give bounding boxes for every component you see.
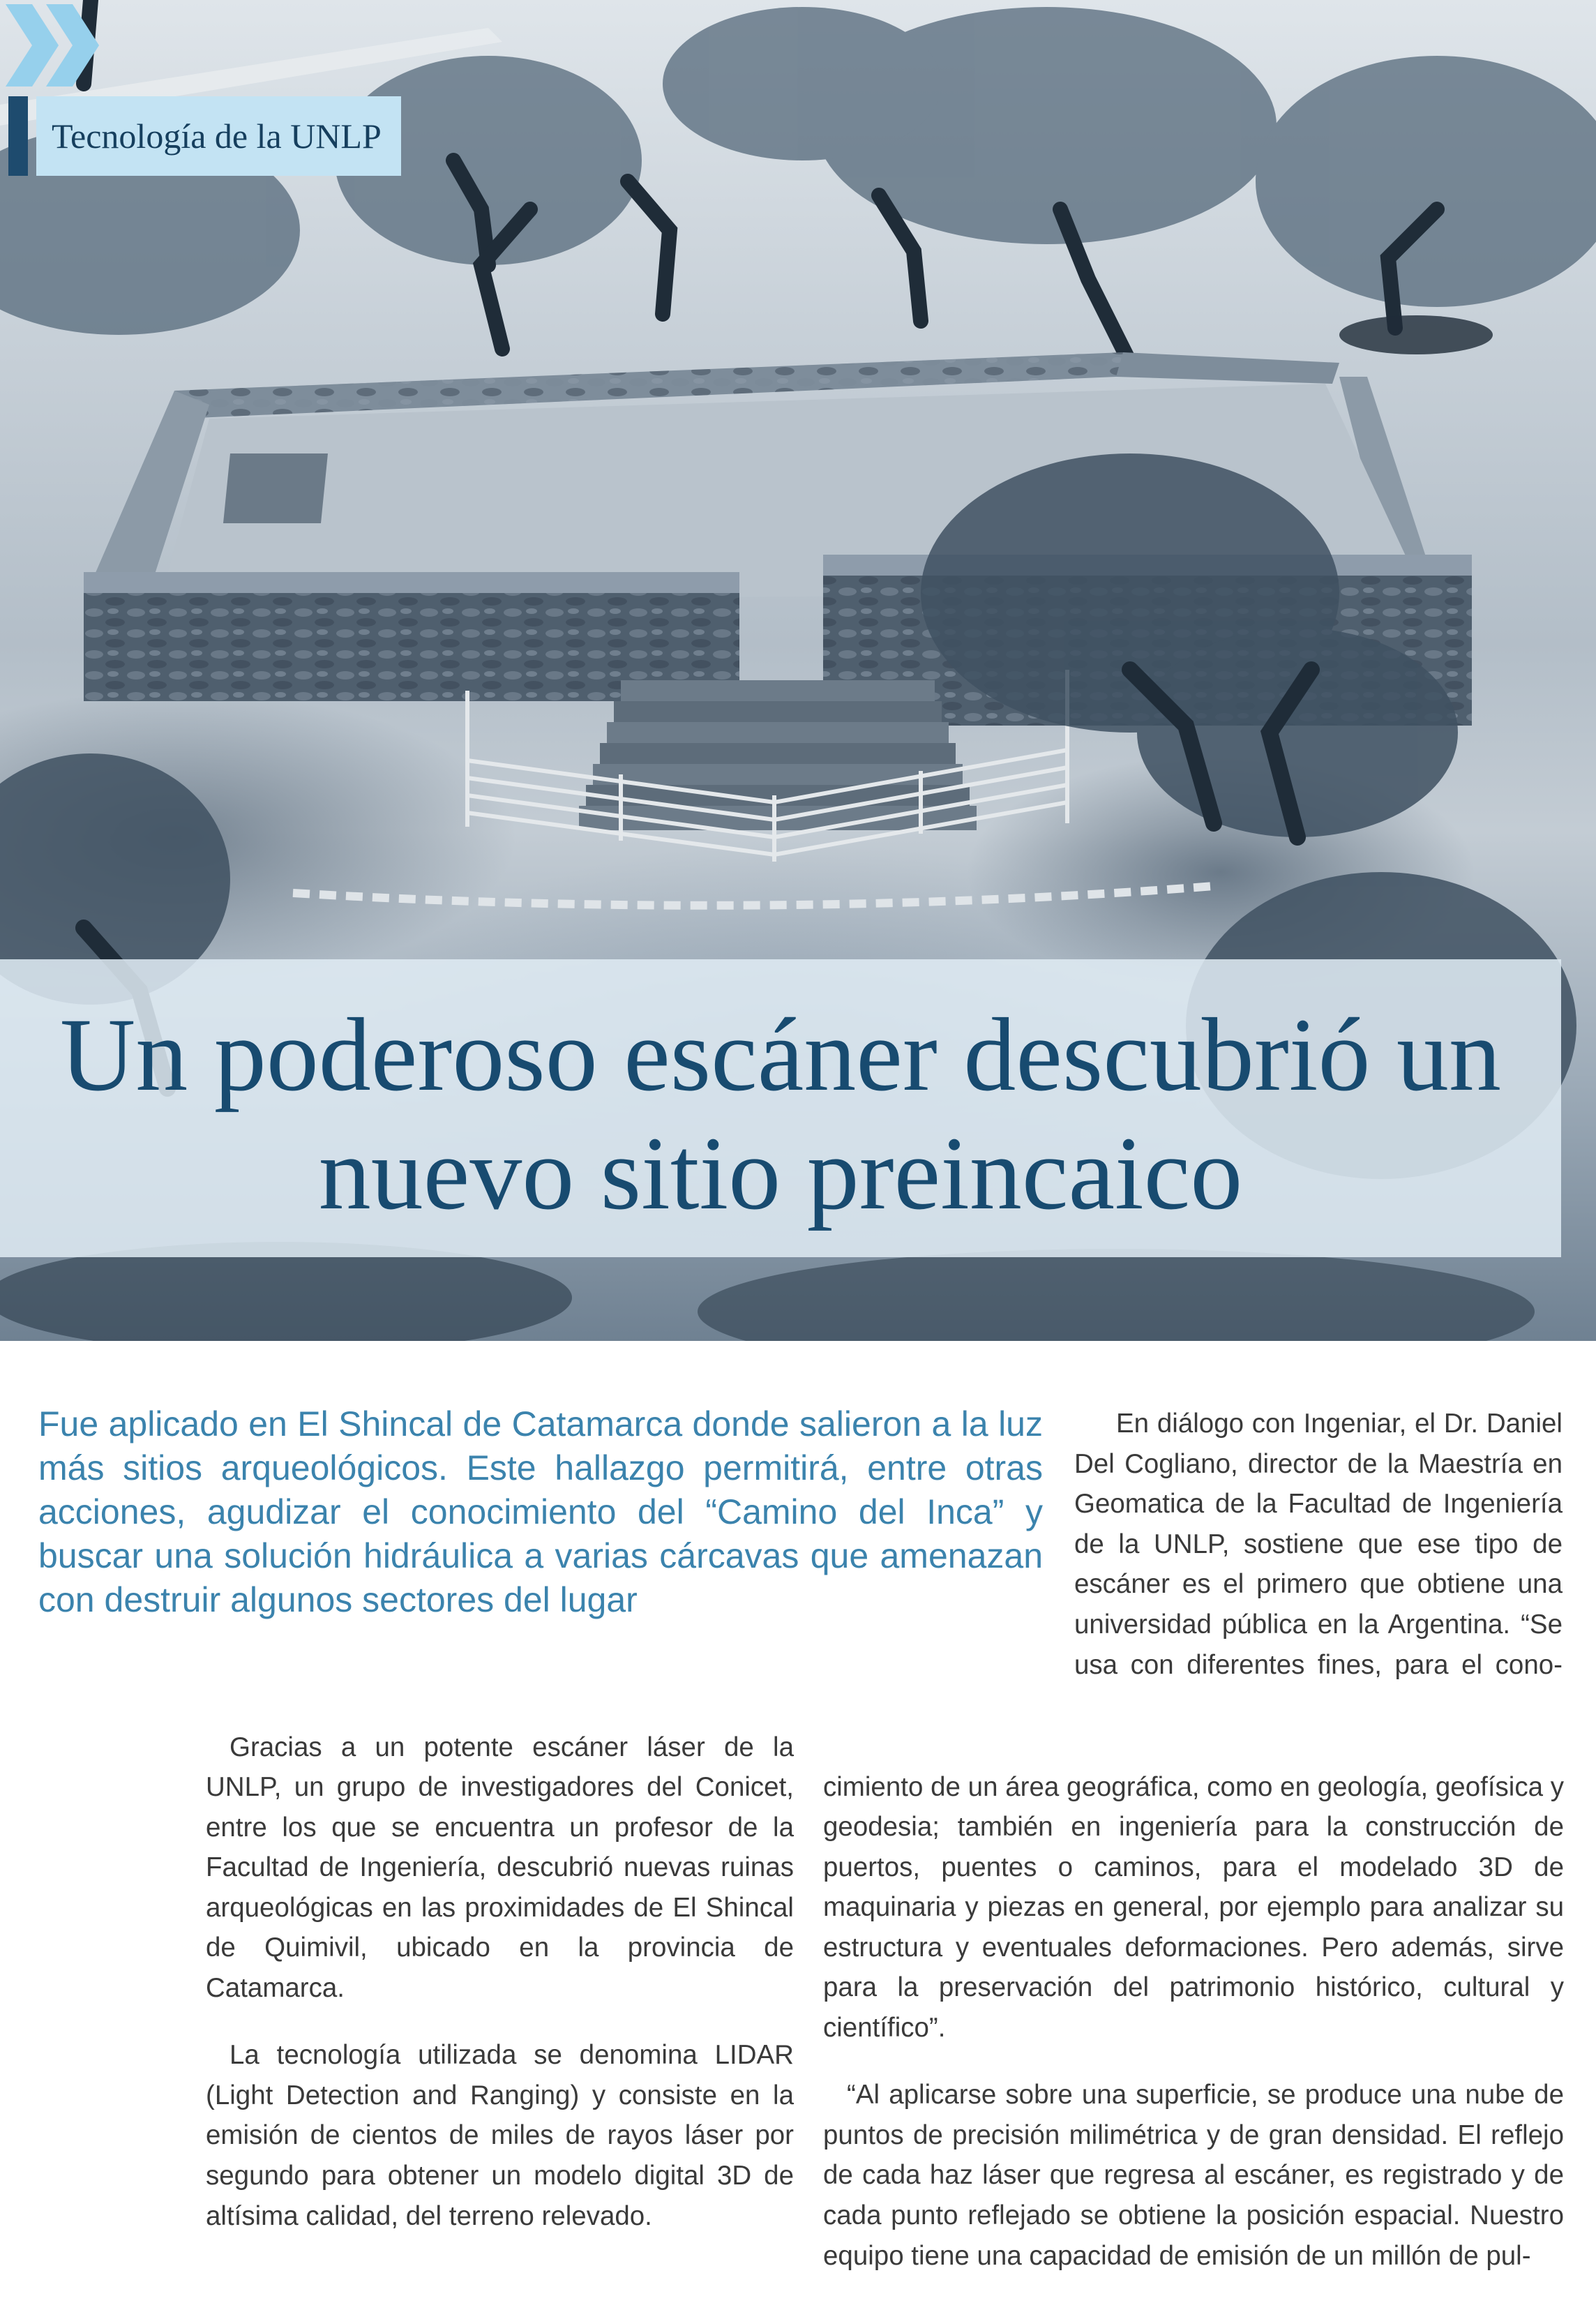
body-paragraph: Gracias a un potente escáner láser de la UNLP, un grupo de investigadores del Conicet, entre los que se encuentra un profesor de la Facultad de Ingeniería, descubrió nuevas ruinas arqueológicas en las proximidades de El Shincal de Quimivil, ubicado en la provincia de Catamarca.: [206, 1732, 794, 2004]
headline: [0, 996, 1561, 1233]
headline-line-2: nuevo sitio preincaico: [318, 1116, 1243, 1231]
headline-box: [0, 959, 1561, 1257]
section-tag-accent-bar: [8, 96, 28, 176]
body-paragraph: “Al aplicarse sobre una superficie, se produce una nube de puntos de precisión milimétrica y de gran densidad. El reflejo de cada haz láser que regresa al escáner, es registrado y de cada punto reflejado se obtiene la posición espacial. Nuestro equipo tiene una capacidad de emisión de un millón de pul-: [823, 2080, 1564, 2271]
body-paragraph: cimiento de un área geográfica, como en geología, geofísica y geodesia; también en ingeniería para la construcción de puertos, puentes o caminos, para el modelado 3D de maquinaria y piezas en general, por ejemplo para analizar su estructura y eventuales deformaciones. Pero además, sirve para la preservación del patrimonio histórico, cultural y científico”.: [823, 1771, 1564, 2043]
body-column-right-bottom: [823, 1740, 1564, 2303]
lead-paragraph: Fue aplicado en El Shincal de Catamarca donde salieron a la luz más sitios arqueológicos. Este hallazgo permitirá, entre otras acciones, agudizar el conocimiento del “Camino del Inca” y buscar una solución hidráulica a varias cárcavas que amenazan con destruir algunos sectores del lugar: [38, 1404, 1043, 1619]
section-tag-label: Tecnología de la UNLP: [36, 96, 401, 176]
body-paragraph: La tecnología utilizada se denomina LIDAR (Light Detection and Ranging) y consiste en la emisión de cientos de miles de rayos láser por segundo para obtener un modelo digital 3D de altísima calidad, del terreno relevado.: [206, 2040, 794, 2231]
section-tag: [8, 96, 401, 176]
headline-line-1: Un poderoso escáner descubrió un: [59, 997, 1501, 1113]
body-column-right-top: En diálogo con Ingeniar, el Dr. Daniel Del Cogliano, director de la Maestría en Geomatica de la Facultad de Ingeniería de la UNLP, sostiene que ese tipo de escáner es el primero que obtiene una universidad pública en la Argentina. “Se usa con diferentes fines, para el cono-: [1074, 1409, 1563, 1680]
double-chevron-right-icon: [0, 0, 105, 91]
body-column-left: [206, 1700, 794, 2263]
